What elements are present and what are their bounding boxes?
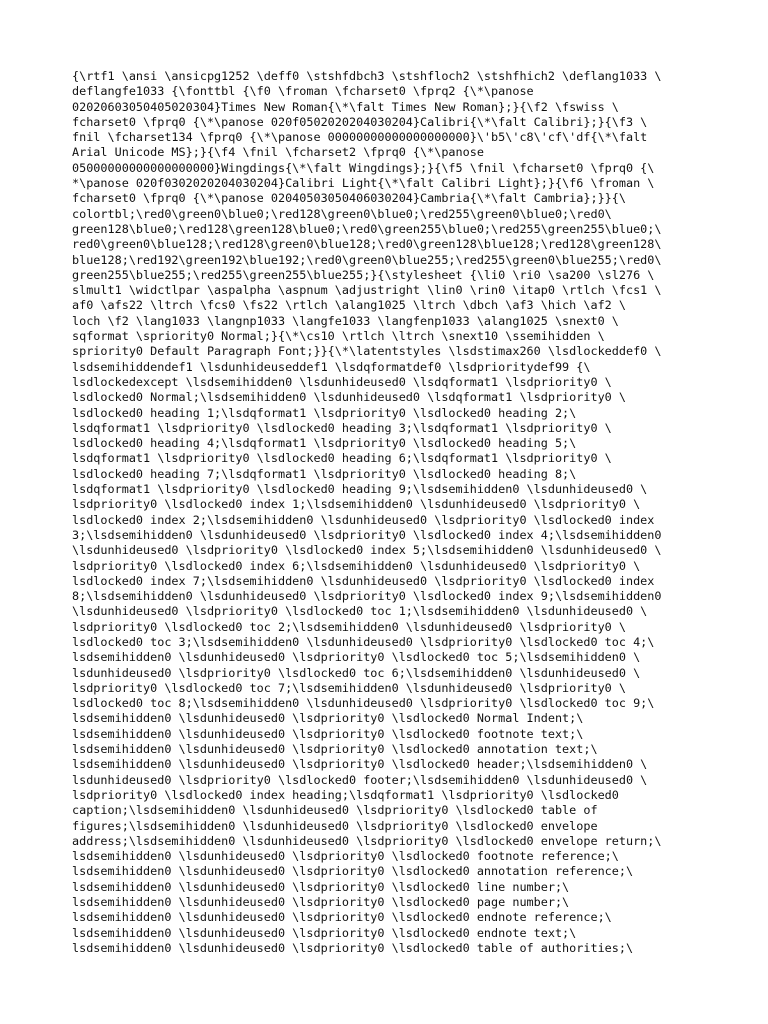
text-line: lsdlocked0 toc 3;\lsdsemihidden0 \lsdunhideused0 \lsdpriority0 \lsdlocked0 toc 4;\ xyxy=(72,634,655,649)
text-line: lsdsemihiddendef1 \lsdunhideuseddef1 \lsdqformatdef0 \lsdprioritydef99 {\ xyxy=(72,359,591,374)
text-line: lsdsemihidden0 \lsdunhideused0 \lsdpriority0 \lsdlocked0 endnote reference;\ xyxy=(72,910,612,925)
text-line: lsdsemihidden0 \lsdunhideused0 \lsdpriority0 \lsdlocked0 endnote text;\ xyxy=(72,925,577,940)
text-line: lsdpriority0 \lsdlocked0 toc 2;\lsdsemihidden0 \lsdunhideused0 \lsdpriority0 \ xyxy=(72,619,626,634)
text-line: 8;\lsdsemihidden0 \lsdunhideused0 \lsdpriority0 \lsdlocked0 index 9;\lsdsemihidden0 xyxy=(72,589,662,604)
text-line: blue128;\red192\green192\blue192;\red0\green0\blue255;\red255\green0\blue255;\red0\ xyxy=(72,252,662,267)
text-line: lsdlocked0 index 7;\lsdsemihidden0 \lsdunhideused0 \lsdpriority0 \lsdlocked0 index xyxy=(72,573,655,588)
text-line: lsdqformat1 \lsdpriority0 \lsdlocked0 heading 3;\lsdqformat1 \lsdpriority0 \ xyxy=(72,420,612,435)
text-line: green128\blue0;\red128\green128\blue0;\red0\green255\blue0;\red255\green255\blue0;\ xyxy=(72,221,662,236)
text-line: lsdpriority0 \lsdlocked0 index 6;\lsdsemihidden0 \lsdunhideused0 \lsdpriority0 \ xyxy=(72,558,641,573)
text-line: figures;\lsdsemihidden0 \lsdunhideused0 \lsdpriority0 \lsdlocked0 envelope xyxy=(72,818,598,833)
text-line: 05000000000000000000}Wingdings{\*\falt Wingdings};}{\f5 \fnil \fcharset0 \fprq0 {\ xyxy=(72,160,655,175)
text-line: spriority0 Default Paragraph Font;}}{\*\latentstyles \lsdstimax260 \lsdlockeddef0 \ xyxy=(72,344,662,359)
text-line: red0\green0\blue128;\red128\green0\blue128;\red0\green128\blue128;\red128\green128\ xyxy=(72,237,662,252)
text-line: lsdsemihidden0 \lsdunhideused0 \lsdpriority0 \lsdlocked0 annotation text;\ xyxy=(72,742,598,757)
text-line: {\rtf1 \ansi \ansicpg1252 \deff0 \stshfdbch3 \stshfloch2 \stshfhich2 \deflang1033 \ xyxy=(72,69,662,83)
text-line: lsdsemihidden0 \lsdunhideused0 \lsdpriority0 \lsdlocked0 toc 5;\lsdsemihidden0 \ xyxy=(72,650,641,665)
text-line: lsdlocked0 heading 7;\lsdqformat1 \lsdpriority0 \lsdlocked0 heading 8;\ xyxy=(72,466,577,481)
text-line: lsdsemihidden0 \lsdunhideused0 \lsdpriority0 \lsdlocked0 footnote reference;\ xyxy=(72,849,619,864)
text-line: fcharset0 \fprq0 {\*\panose 020f0502020204030204}Calibri{\*\falt Calibri};}{\f3 \ xyxy=(72,114,648,129)
text-line: lsdsemihidden0 \lsdunhideused0 \lsdpriority0 \lsdlocked0 line number;\ xyxy=(72,879,570,894)
text-line: lsdpriority0 \lsdlocked0 index 1;\lsdsemihidden0 \lsdunhideused0 \lsdpriority0 \ xyxy=(72,497,641,512)
text-line: 3;\lsdsemihidden0 \lsdunhideused0 \lsdpriority0 \lsdlocked0 index 4;\lsdsemihidden0 xyxy=(72,527,662,542)
text-line: lsdlocked0 Normal;\lsdsemihidden0 \lsdunhideused0 \lsdqformat1 \lsdpriority0 \ xyxy=(72,390,626,405)
text-line: lsdsemihidden0 \lsdunhideused0 \lsdpriority0 \lsdlocked0 Normal Indent;\ xyxy=(72,711,584,726)
text-line: caption;\lsdsemihidden0 \lsdunhideused0 \lsdpriority0 \lsdlocked0 table of xyxy=(72,803,598,818)
text-line: lsdsemihidden0 \lsdunhideused0 \lsdpriority0 \lsdlocked0 header;\lsdsemihidden0 \ xyxy=(72,757,648,772)
text-line: fnil \fcharset134 \fprq0 {\*\panose 00000000000000000000}\'b5\'c8\'cf\'df{\*\falt xyxy=(72,130,648,145)
text-line: lsdunhideused0 \lsdpriority0 \lsdlocked0 toc 6;\lsdsemihidden0 \lsdunhideused0 \ xyxy=(72,665,641,680)
text-line: lsdpriority0 \lsdlocked0 toc 7;\lsdsemihidden0 \lsdunhideused0 \lsdpriority0 \ xyxy=(72,680,626,695)
text-line: lsdsemihidden0 \lsdunhideused0 \lsdpriority0 \lsdlocked0 footnote text;\ xyxy=(72,726,584,741)
text-line: deflangfe1033 {\fonttbl {\f0 \froman \fcharset0 \fprq2 {\*\panose xyxy=(72,84,534,99)
text-line: lsdlockedexcept \lsdsemihidden0 \lsdunhideused0 \lsdqformat1 \lsdpriority0 \ xyxy=(72,374,612,389)
text-line: \lsdunhideused0 \lsdpriority0 \lsdlocked0 index 5;\lsdsemihidden0 \lsdunhideused0 \ xyxy=(72,543,662,558)
text-line: lsdqformat1 \lsdpriority0 \lsdlocked0 heading 6;\lsdqformat1 \lsdpriority0 \ xyxy=(72,451,612,466)
text-line: lsdsemihidden0 \lsdunhideused0 \lsdpriority0 \lsdlocked0 table of authorities;\ xyxy=(72,940,634,955)
text-line: lsdunhideused0 \lsdpriority0 \lsdlocked0 footer;\lsdsemihidden0 \lsdunhideused0 \ xyxy=(72,772,648,787)
text-line: loch \f2 \lang1033 \langnp1033 \langfe1033 \langfenp1033 \alang1025 \snext0 \ xyxy=(72,313,619,328)
text-line: lsdlocked0 heading 1;\lsdqformat1 \lsdpriority0 \lsdlocked0 heading 2;\ xyxy=(72,405,577,420)
text-line: lsdlocked0 index 2;\lsdsemihidden0 \lsdunhideused0 \lsdpriority0 \lsdlocked0 index xyxy=(72,512,655,527)
text-line: colortbl;\red0\green0\blue0;\red128\green0\blue0;\red255\green0\blue0;\red0\ xyxy=(72,206,612,221)
rtf-source-text xyxy=(72,69,702,956)
text-line: \lsdunhideused0 \lsdpriority0 \lsdlocked0 toc 1;\lsdsemihidden0 \lsdunhideused0 \ xyxy=(72,604,648,619)
text-line: lsdpriority0 \lsdlocked0 index heading;\lsdqformat1 \lsdpriority0 \lsdlocked0 xyxy=(72,787,619,802)
text-line: slmult1 \widctlpar \aspalpha \aspnum \adjustright \lin0 \rin0 \itap0 \rtlch \fcs1 \ xyxy=(72,283,662,298)
text-line: lsdsemihidden0 \lsdunhideused0 \lsdpriority0 \lsdlocked0 annotation reference;\ xyxy=(72,864,634,879)
text-line: 02020603050405020304}Times New Roman{\*\falt Times New Roman};}{\f2 \fswiss \ xyxy=(72,99,619,114)
text-line: af0 \afs22 \ltrch \fcs0 \fs22 \rtlch \alang1025 \ltrch \dbch \af3 \hich \af2 \ xyxy=(72,298,626,313)
text-line: lsdlocked0 heading 4;\lsdqformat1 \lsdpriority0 \lsdlocked0 heading 5;\ xyxy=(72,436,577,451)
text-line: lsdqformat1 \lsdpriority0 \lsdlocked0 heading 9;\lsdsemihidden0 \lsdunhideused0 \ xyxy=(72,482,648,497)
text-line: sqformat \spriority0 Normal;}{\*\cs10 \rtlch \ltrch \snext10 \ssemihidden \ xyxy=(72,329,605,344)
text-line: address;\lsdsemihidden0 \lsdunhideused0 \lsdpriority0 \lsdlocked0 envelope return;\ xyxy=(72,833,662,848)
text-line: lsdlocked0 toc 8;\lsdsemihidden0 \lsdunhideused0 \lsdpriority0 \lsdlocked0 toc 9;\ xyxy=(72,696,655,711)
text-line: lsdsemihidden0 \lsdunhideused0 \lsdpriority0 \lsdlocked0 page number;\ xyxy=(72,895,570,910)
text-line: *\panose 020f0302020204030204}Calibri Light{\*\falt Calibri Light};}{\f6 \froman \ xyxy=(72,176,655,191)
text-line: fcharset0 \fprq0 {\*\panose 02040503050406030204}Cambria{\*\falt Cambria};}}{\ xyxy=(72,191,626,206)
text-line: Arial Unicode MS};}{\f4 \fnil \fcharset2 \fprq0 {\*\panose xyxy=(72,145,484,160)
text-line: green255\blue255;\red255\green255\blue255;}{\stylesheet {\li0 \ri0 \sa200 \sl276 \ xyxy=(72,267,655,282)
